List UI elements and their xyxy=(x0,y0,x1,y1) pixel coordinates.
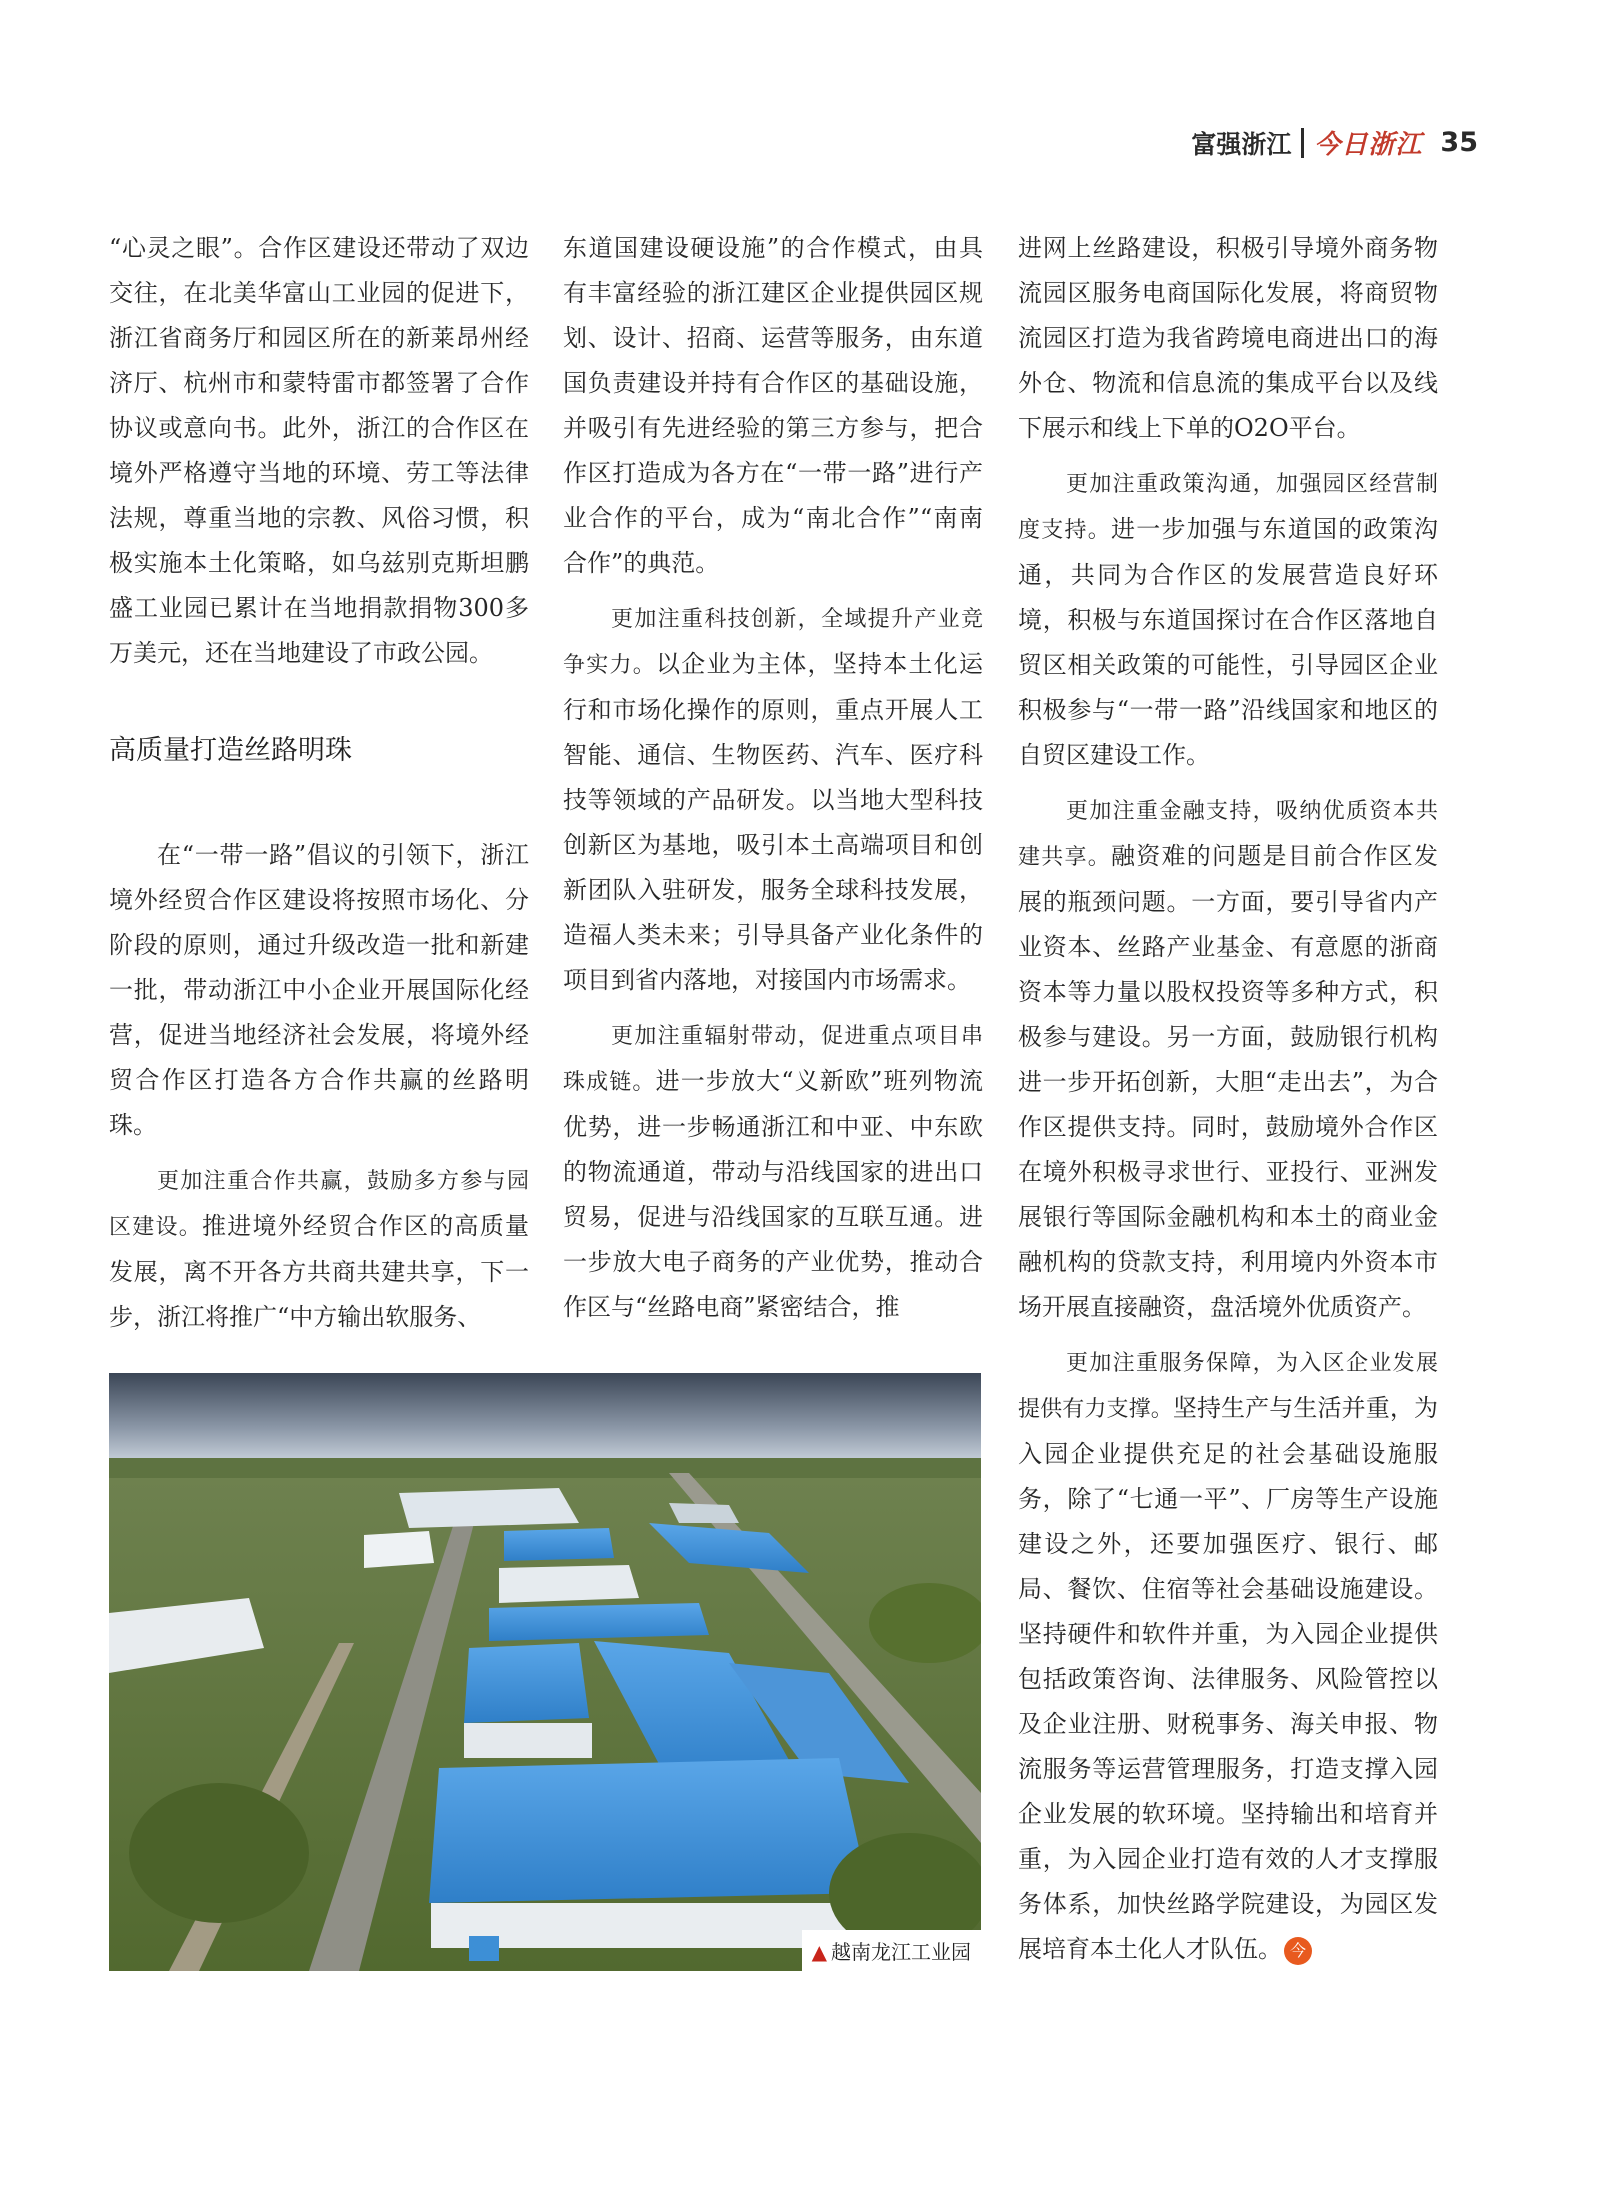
warehouse xyxy=(399,1488,579,1528)
column-2 xyxy=(563,226,983,1330)
end-mark-icon: 今 xyxy=(1284,1937,1312,1965)
paragraph: 东道国建设硬设施”的合作模式，由具有丰富经验的浙江建区企业提供园区规划、设计、招商、运营等服务，由东道国负责建设并持有合作区的基础设施，并吸引有先进经验的第三方参与，把合作区打造成为各方在“一带一路”进行产业合作的平台，成为“南北合作”“南南合作”的典范。 xyxy=(563,234,983,577)
header-divider xyxy=(1301,128,1304,158)
warehouse xyxy=(669,1503,739,1523)
paragraph xyxy=(1018,788,1438,1330)
warehouse-roof xyxy=(489,1603,709,1641)
paragraph-lead: 更加注重服务保障，为入区企业发展提供有力支撑。 xyxy=(1018,1351,1438,1422)
paragraph-body: 进一步加强与东道国的政策沟通，共同为合作区的发展营造良好环境，积极与东道国探讨在合作区落地自贸区相关政策的可能性，引导园区企业积极参与“一带一路”沿线国家和地区的自贸区建设工作。 xyxy=(1018,515,1438,769)
paragraph-lead: 更加注重科技创新，全域提升产业竞争实力。 xyxy=(563,607,983,678)
paragraph-lead: 更加注重合作共赢，鼓励多方参与园区建设。 xyxy=(109,1169,529,1240)
warehouse-roof xyxy=(464,1643,589,1723)
triangle-icon: ▲ xyxy=(811,1940,827,1964)
paragraph-lead: 更加注重政策沟通，加强园区经营制度支持。 xyxy=(1018,472,1438,543)
section-subheading: 高质量打造丝路明珠 xyxy=(109,735,352,766)
paragraph-lead: 更加注重辐射带动，促进重点项目串珠成链。 xyxy=(563,1024,983,1095)
loading-dock xyxy=(469,1936,499,1961)
paragraph-body: 坚持生产与生活并重，为入园企业提供充足的社会基础设施服务，除了“七通一平”、厂房等生产设施建设之外，还要加强医疗、银行、邮局、餐饮、住宿等社会基础设施建设。坚持硬件和软件并重，为入园企业提供包括政策咨询、法律服务、风险管控以及企业注册、财税事务、海关申报、物流服务等运营管理服务，打造支撑入园企业发展的软环境。坚持输出和培育并重，为入园企业打造有效的人才支撑服务体系，加快丝路学院建设，为园区发展培育本土化人才队伍。 xyxy=(1018,1394,1438,1963)
industrial-park-photo xyxy=(109,1373,981,1971)
caption-text: 越南龙江工业园 xyxy=(831,1940,971,1964)
tree-line xyxy=(109,1458,981,1478)
warehouse xyxy=(499,1565,639,1603)
page-header xyxy=(1191,124,1478,161)
aerial-photo-illustration xyxy=(109,1373,981,1971)
paragraph xyxy=(1018,1340,1438,1972)
paragraph xyxy=(563,1013,983,1330)
paragraph: 在“一带一路”倡议的引领下，浙江境外经贸合作区建设将按照市场化、分阶段的原则，通过升级改造一批和新建一批，带动浙江中小企业开展国际化经营，促进当地经济社会发展，将境外经贸合作区打造各方合作共赢的丝路明珠。 xyxy=(109,841,529,1139)
paragraph: “心灵之眼”。合作区建设还带动了双边交往，在北美华富山工业园的促进下，浙江省商务厅和园区所在的新莱昂州经济厅、杭州市和蒙特雷市都签署了合作协议或意向书。此外，浙江的合作区在境外严格遵守当地的环境、劳工等法律法规，尊重当地的宗教、风俗习惯，积极实施本土化策略，如乌兹别克斯坦鹏盛工业园已累计在当地捐款捐物300多万美元，还在当地建设了市政公园。 xyxy=(109,234,529,667)
paragraph-body: 推进境外经贸合作区的高质量发展，离不开各方共商共建共享，下一步，浙江将推广“中方输出软服务、 xyxy=(109,1212,529,1331)
warehouse-wall xyxy=(464,1723,592,1758)
section-title: 富强浙江 xyxy=(1191,129,1292,159)
paragraph-body: 融资难的问题是目前合作区发展的瓶颈问题。一方面，要引导省内产业资本、丝路产业基金、有意愿的浙商资本等力量以股权投资等多种方式，积极参与建设。另一方面，鼓励银行机构进一步开拓创新，大胆“走出去”，为合作区提供支持。同时，鼓励境外合作区在境外积极寻求世行、亚投行、亚洲发展银行等国际金融机构和本土的商业金融机构的贷款支持，利用境内外资本市场开展直接融资，盘活境外优质资产。 xyxy=(1018,842,1438,1321)
paragraph-body: 以企业为主体，坚持本土化运行和市场化操作的原则，重点开展人工智能、通信、生物医药、汽车、医疗科技等领域的产品研发。以当地大型科技创新区为基地，吸引本土高端项目和创新团队入驻研发，服务全球科技发展，造福人类未来；引导具备产业化条件的项目到省内落地，对接国内市场需求。 xyxy=(563,650,983,994)
warehouse xyxy=(364,1531,434,1568)
paragraph xyxy=(109,1158,529,1340)
column-3 xyxy=(1018,226,1438,1972)
photo-caption xyxy=(802,1930,981,1971)
column-1 xyxy=(109,226,529,1340)
paragraph-lead: 更加注重金融支持，吸纳优质资本共建共享。 xyxy=(1018,799,1438,870)
paragraph xyxy=(563,596,983,1003)
magazine-logo: 今日浙江 xyxy=(1314,130,1423,160)
warehouse-roof xyxy=(504,1528,614,1561)
trees xyxy=(129,1783,309,1923)
page-number: 35 xyxy=(1440,127,1478,158)
paragraph xyxy=(1018,461,1438,778)
paragraph-body: 进一步放大“义新欧”班列物流优势，进一步畅通浙江和中亚、中东欧的物流通道，带动与沿线国家的进出口贸易，促进与沿线国家的互联互通。进一步放大电子商务的产业优势，推动合作区与“丝路电商”紧密结合，推 xyxy=(563,1067,983,1321)
paragraph: 进网上丝路建设，积极引导境外商务物流园区服务电商国际化发展，将商贸物流园区打造为我省跨境电商进出口的海外仓、物流和信息流的集成平台以及线下展示和线上下单的O2O平台。 xyxy=(1018,234,1438,442)
warehouse-roof xyxy=(429,1758,869,1903)
sky xyxy=(109,1373,981,1463)
